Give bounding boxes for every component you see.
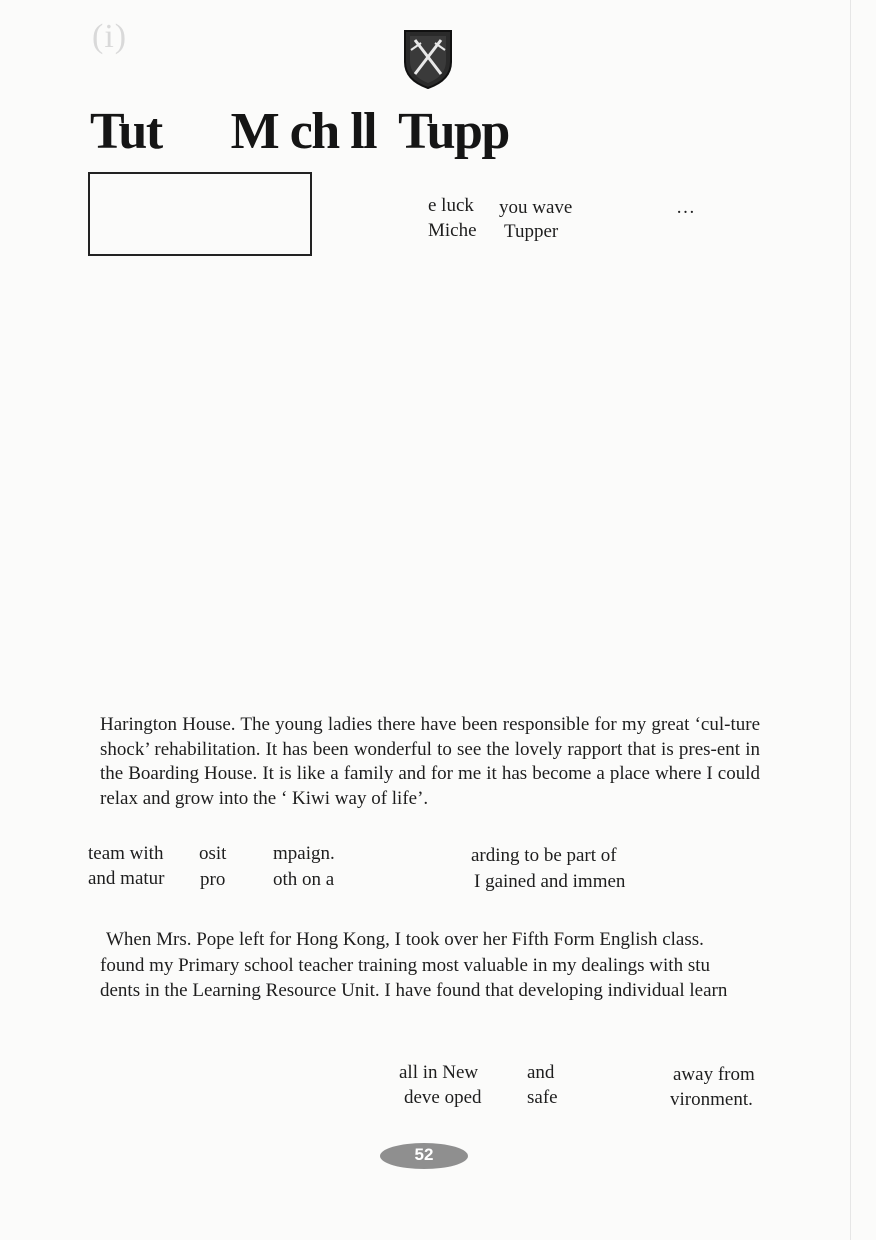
closing-r2-c1: deve oped <box>404 1087 482 1108</box>
closing-r1-c3: away from <box>673 1064 755 1085</box>
page-number: 52 <box>414 1145 434 1164</box>
page-edge-line <box>850 0 851 1240</box>
fragment-r1-c2: osit <box>199 843 227 864</box>
fragment-r2-c3: oth on a <box>273 869 335 890</box>
fragment-r1-c3: mpaign. <box>273 843 335 864</box>
photo-placeholder-box <box>88 172 312 256</box>
fragment-r1-c4: arding to be part of <box>471 845 617 866</box>
fragment-r2-c1: and matur <box>88 868 165 889</box>
paragraph-harington: Harington House. The young ladies there have been responsible for my great ‘cul-ture shock’ rehabilitation. It has been wonderful to see the lovely rapport that is pres-ent in the Boarding House. It is like a family and for me it has become a place where I could relax and grow into the ‘ Kiwi way of life’. <box>100 714 760 809</box>
fragment-r2-c2: pro <box>200 869 226 890</box>
header-scribble: (i) <box>92 18 128 55</box>
closing-r1-c1: all in New <box>399 1062 479 1083</box>
closing-r1-c2: and <box>527 1062 555 1083</box>
fragment-r1-c1: team with <box>88 843 164 864</box>
closing-r2-c2: safe <box>527 1087 558 1108</box>
page-title: Tut M ch ll Tupp <box>90 103 509 160</box>
paragraph-pope-line1: When Mrs. Pope left for Hong Kong, I took over her Fifth Form English class. <box>106 929 704 950</box>
caption-line1-b: you wave <box>499 197 573 218</box>
caption-line1-c: … <box>676 197 695 218</box>
caption-line2-b: Tupper <box>504 221 559 242</box>
closing-r2-c3: vironment. <box>670 1089 753 1110</box>
school-crest-icon <box>402 28 454 90</box>
caption-line1-a: e luck <box>428 195 474 216</box>
paragraph-pope-line3: dents in the Learning Resource Unit. I have found that developing individual learn <box>100 980 728 1001</box>
paragraph-pope-line2: found my Primary school teacher training most valuable in my dealings with stu <box>100 955 710 976</box>
fragment-r2-c4: I gained and immen <box>474 871 626 892</box>
caption-line2-a: Miche <box>428 220 477 241</box>
